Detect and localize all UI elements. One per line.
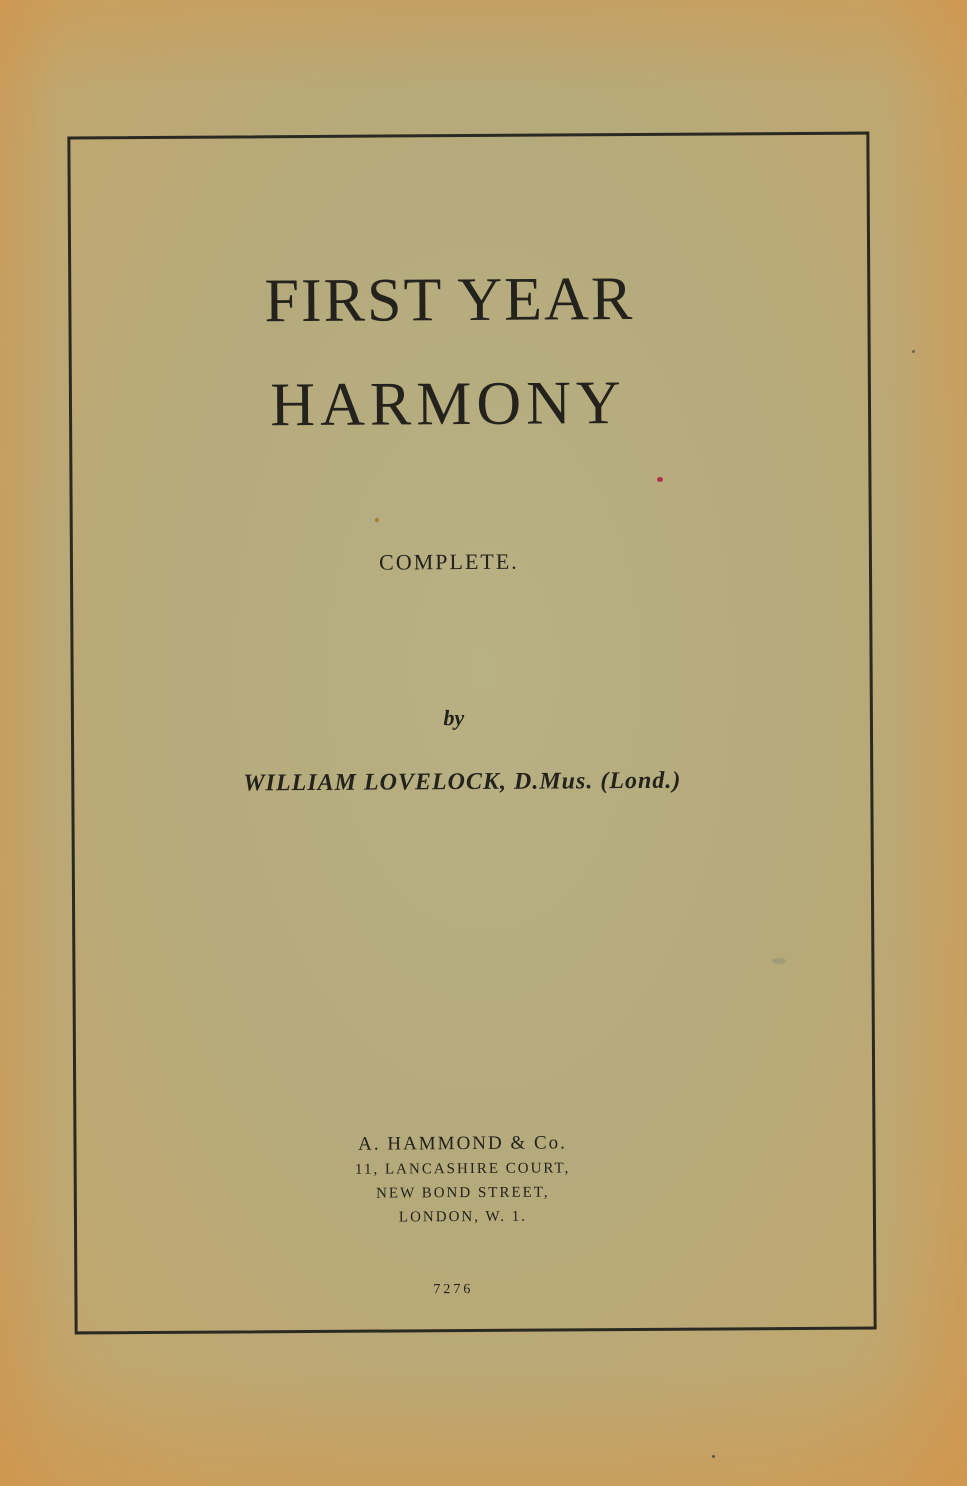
aged-edge-left	[0, 0, 60, 1486]
by-line: by	[443, 705, 465, 731]
aged-edge-right	[887, 0, 967, 1486]
cover-border-frame	[67, 132, 876, 1335]
title-line-2: HARMONY	[270, 369, 626, 440]
publisher-address-line-1: 11, LANCASHIRE COURT,	[354, 1160, 571, 1178]
aged-edge-bottom	[0, 1366, 967, 1486]
publisher-address-line-2: NEW BOND STREET,	[375, 1184, 550, 1202]
catalog-number: 7276	[433, 1282, 474, 1298]
title-line-1: FIRST YEAR	[264, 265, 635, 336]
subtitle: COMPLETE.	[379, 548, 519, 575]
publisher-block	[64, 1129, 861, 1232]
paper-speck	[712, 1455, 715, 1458]
aged-edge-top	[0, 0, 967, 90]
author-name: WILLIAM LOVELOCK, D.Mus. (Lond.)	[243, 767, 682, 797]
publisher-address-line-3: LONDON, W. 1.	[398, 1208, 528, 1226]
paper-speck	[912, 350, 915, 353]
publisher-name: A. HAMMOND & Co.	[358, 1132, 567, 1155]
